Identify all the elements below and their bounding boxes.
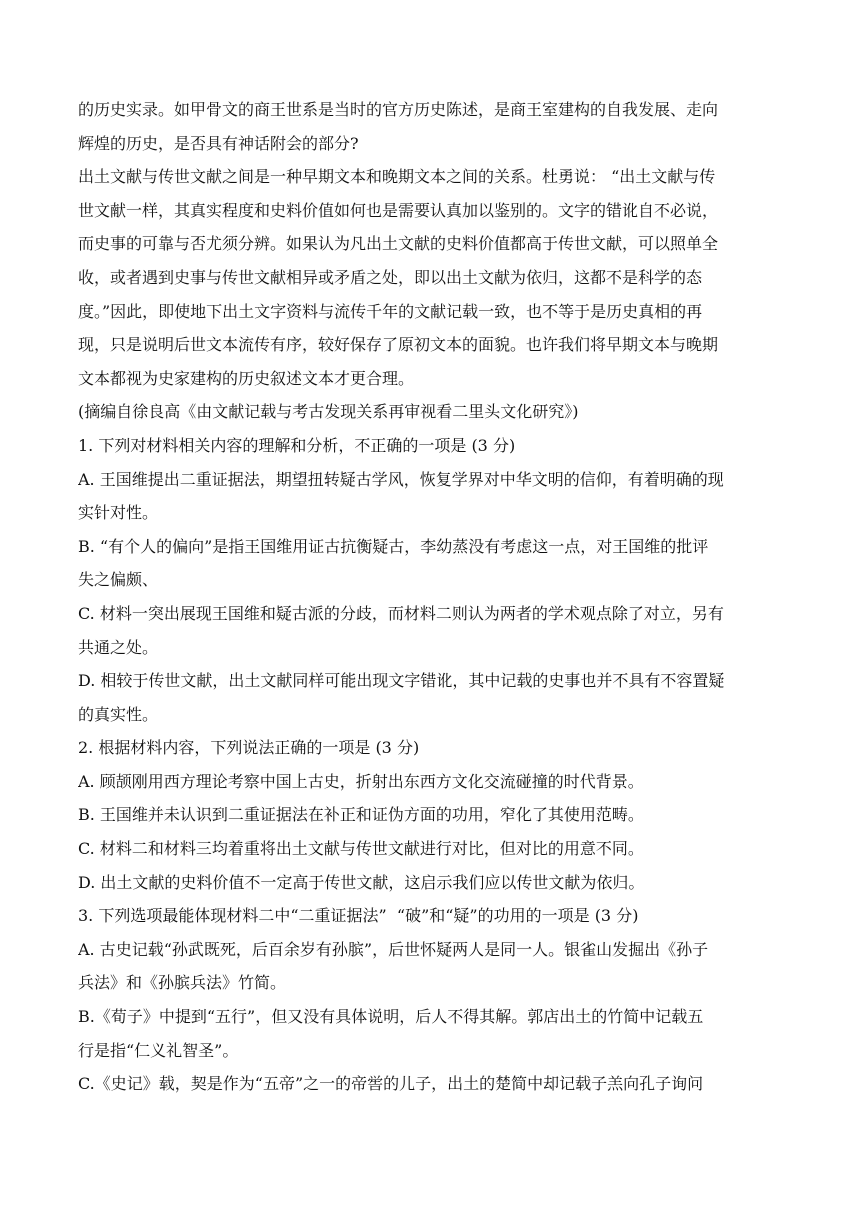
option-text: D. 相较于传世文献，出土文献同样可能出现文字错讹，其中记载的史事也并不具有不容置疑 (78, 671, 725, 691)
text-line: 世文献一样，其真实程度和史料价值如何也是需要认真加以鉴别的。文字的错讹自不必说， (78, 200, 719, 220)
option-text: A. 古史记载“孙武既死，后百余岁有孙膑”，后世怀疑两人是同一人。银雀山发掘出《孙子 (78, 939, 709, 959)
text-line: 出土文献与传世文献之间是一种早期文本和晚期文本之间的关系。杜勇说： “出土文献与传 (78, 167, 716, 187)
text-line: 现，只是说明后世文本流传有序，较好保存了原初文本的面貌。也许我们将早期文本与晚期 (78, 335, 719, 355)
question-stem: 1. 下列对材料相关内容的理解和分析，不正确的一项是 (3 分) (78, 435, 516, 455)
option-text: D. 出土文献的史料价值不一定高于传世文献，这启示我们应以传世文献为依归。 (78, 872, 645, 892)
option-text: 兵法》和《孙膑兵法》竹简。 (78, 973, 287, 993)
option-text: A. 顾颉刚用西方理论考察中国上古史，折射出东西方文化交流碰撞的时代背景。 (78, 771, 644, 791)
text-line: 辉煌的历史，是否具有神话附会的部分? (78, 133, 359, 153)
text-line: 收，或者遇到史事与传世文献相异或矛盾之处，即以出土文献为依归，这都不是科学的态 (78, 267, 703, 287)
option-text: 共通之处。 (78, 637, 159, 657)
text-line: 度。”因此，即使地下出土文字资料与流传千年的文献记载一致，也不等于是历史真相的再 (78, 301, 703, 321)
question-stem: 3. 下列选项最能体现材料二中“二重证据法” “破”和“疑”的功用的一项是 (3 分) (78, 906, 639, 926)
option-text: B. 王国维并未认识到二重证据法在补正和证伪方面的功用，窄化了其使用范畴。 (78, 805, 644, 825)
option-text: B. “有个人的偏向”是指王国维用证古抗衡疑古，李幼蒸没有考虑这一点，对王国维的批评 (78, 536, 709, 556)
text-line: 文本都视为史家建构的历史叙述文本才更合理。 (78, 368, 415, 388)
option-text: B.《荀子》中提到“五行”，但又没有具体说明，后人不得其解。郭店出土的竹简中记载五 (78, 1007, 704, 1027)
option-text: C. 材料一突出展现王国维和疑古派的分歧，而材料二则认为两者的学术观点除了对立，另有 (78, 603, 724, 623)
option-text: A. 王国维提出二重证据法，期望扭转疑古学风，恢复学界对中华文明的信仰，有着明确的现 (78, 469, 724, 489)
option-text: 实针对性。 (78, 503, 159, 523)
option-text: 行是指“仁义礼智圣”。 (78, 1040, 239, 1060)
question-stem: 2. 根据材料内容，下列说法正确的一项是 (3 分) (78, 738, 420, 758)
source-citation: (摘编自徐良高《由文献记载与考古发现关系再审视看二里头文化研究》) (78, 402, 579, 422)
option-text: 失之偏颇、 (78, 570, 159, 590)
text-line: 而史事的可靠与否尤须分辨。如果认为凡出土文献的史料价值都高于传世文献，可以照单全 (78, 234, 719, 254)
text-line: 的历史实录。如甲骨文的商王世系是当时的官方历史陈述，是商王室建构的自我发展、走向 (78, 100, 719, 119)
option-text: C.《史记》载，契是作为“五帝”之一的帝喾的儿子，出土的楚简中却记载子羔向孔子询问 (78, 1074, 704, 1094)
option-text: 的真实性。 (78, 704, 159, 724)
document-page (78, 93, 784, 1101)
option-text: C. 材料二和材料三均着重将出土文献与传世文献进行对比，但对比的用意不同。 (78, 839, 644, 859)
